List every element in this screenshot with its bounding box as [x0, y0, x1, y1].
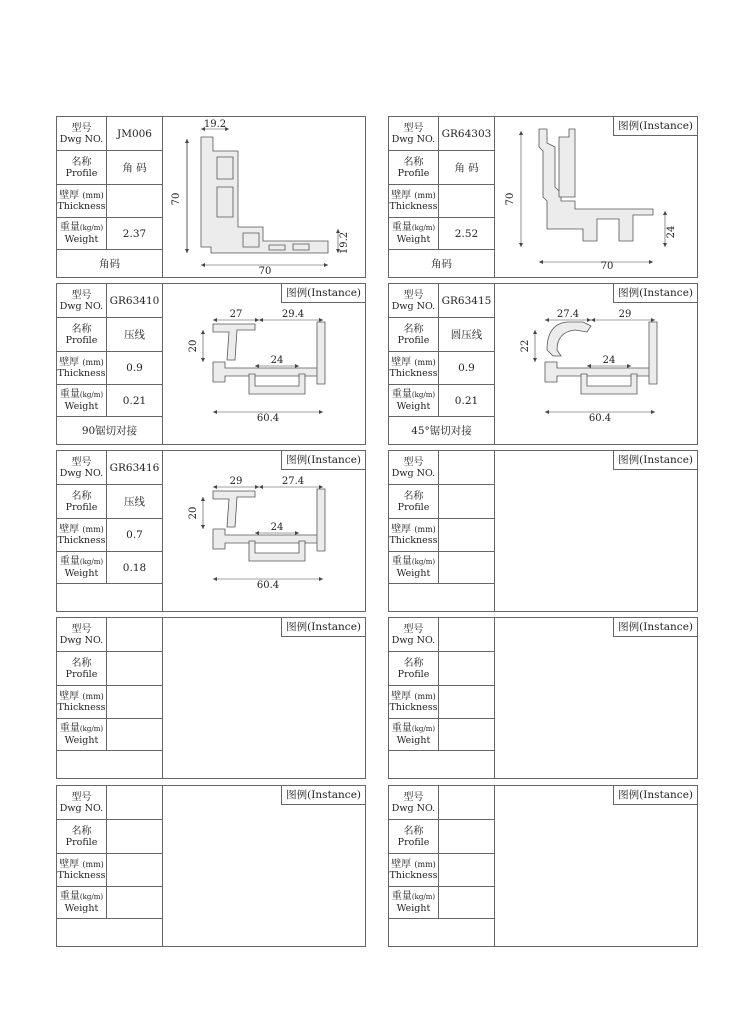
weight-label-en: Weight: [64, 735, 99, 746]
weight-row: [57, 719, 162, 751]
press-profile-rib: [317, 322, 325, 384]
thickness-value: 0.7: [126, 529, 143, 541]
profile-drawing: [163, 284, 365, 444]
model-label-cn: 型号: [403, 289, 424, 301]
weight-unit: (kg/m): [79, 558, 104, 566]
dim-top-2: 27.4: [281, 476, 305, 487]
model-row: [57, 117, 162, 151]
weight-value: [439, 719, 494, 750]
weight-value: 0.18: [122, 561, 147, 574]
profile-row: [57, 318, 162, 352]
profile-card-7: [56, 617, 366, 779]
dim-left: 20: [188, 506, 199, 520]
thickness-row: [57, 686, 162, 719]
thickness-label-cn: 壁厚: [391, 691, 412, 702]
thickness-value: [439, 854, 494, 886]
instance-drawing-area: [495, 451, 697, 611]
dwg-value: GR64303: [441, 127, 492, 140]
dim-top-2: 29: [618, 309, 632, 320]
press-profile-channel: [249, 541, 305, 561]
profile-row: [389, 652, 494, 686]
profile-label-en: Profile: [397, 501, 430, 513]
model-label-cn: 型号: [403, 623, 424, 635]
weight-value: 2.37: [122, 227, 147, 240]
weight-unit: (kg/m): [79, 725, 104, 733]
model-label-cn: 型号: [403, 791, 424, 803]
weight-label-en: Weight: [396, 401, 431, 412]
footer-note: 45°锯切对接: [411, 425, 472, 437]
thickness-label-cn: 壁厚: [391, 190, 412, 201]
profile-row: [57, 652, 162, 686]
model-row: [57, 451, 162, 485]
footer-note: [389, 584, 494, 611]
profile-label-cn: 名称: [71, 825, 92, 837]
model-label-en: Dwg NO.: [59, 802, 104, 814]
profile-label-en: Profile: [397, 167, 430, 179]
dwg-value: [107, 618, 162, 651]
model-label-en: Dwg NO.: [59, 634, 104, 646]
profile-value: [439, 485, 494, 518]
thickness-label-en: Thickness: [57, 535, 106, 546]
dim-top-2: 29.4: [281, 309, 305, 320]
profile-value: 角 码: [122, 162, 147, 174]
profile-row: [389, 318, 494, 352]
instance-label: 图例(Instance): [281, 451, 365, 470]
model-label-en: Dwg NO.: [391, 300, 436, 312]
profile-drawing: [495, 284, 697, 444]
thickness-row: [389, 352, 494, 385]
instance-label: 图例(Instance): [613, 117, 697, 136]
model-label-en: Dwg NO.: [59, 467, 104, 479]
profile-label-cn: 名称: [403, 156, 424, 168]
weight-value: 0.21: [454, 394, 479, 407]
dwg-value: GR63415: [441, 294, 492, 307]
model-label-cn: 型号: [403, 122, 424, 134]
profile-row: [57, 820, 162, 854]
model-label-cn: 型号: [71, 456, 92, 468]
profile-card-8: [388, 617, 698, 779]
dwg-value: [439, 786, 494, 819]
profile-value: 压线: [124, 329, 145, 341]
profile-label-cn: 名称: [403, 323, 424, 335]
dim-mid: 24: [270, 355, 284, 366]
thickness-unit: (mm): [414, 860, 436, 869]
model-row: [389, 786, 494, 820]
thickness-label-en: Thickness: [57, 870, 106, 881]
thickness-value: [439, 519, 494, 551]
weight-row: [57, 552, 162, 584]
weight-value: [107, 887, 162, 918]
thickness-unit: (mm): [82, 692, 104, 701]
dim-bottom: 60.4: [588, 413, 612, 424]
instance-label: 图例(Instance): [613, 786, 697, 805]
dim-mid: 24: [602, 355, 616, 366]
thickness-unit: (mm): [414, 692, 436, 701]
model-label-cn: 型号: [71, 791, 92, 803]
weight-row: [389, 719, 494, 751]
thickness-unit: (mm): [414, 525, 436, 534]
thickness-unit: (mm): [414, 358, 436, 367]
weight-label-en: Weight: [64, 401, 99, 412]
weight-row: [57, 887, 162, 919]
weight-unit: (kg/m): [79, 391, 104, 399]
thickness-label-cn: 壁厚: [59, 524, 80, 535]
weight-label-cn: 重量: [59, 891, 80, 902]
profile-value: [107, 820, 162, 853]
weight-label-en: Weight: [396, 903, 431, 914]
dim-top-1: 27: [229, 309, 243, 320]
footer-note: 90锯切对接: [81, 425, 138, 437]
footer-note: [389, 751, 494, 778]
profile-value: 圆压线: [450, 329, 483, 341]
instance-label: 图例(Instance): [613, 451, 697, 470]
profile-value: [439, 820, 494, 853]
dim-bottom: 60.4: [256, 580, 280, 591]
model-row: [57, 786, 162, 820]
dim-left: 22: [520, 339, 531, 353]
instance-drawing-area: [163, 284, 365, 444]
dim-mid: 24: [270, 522, 284, 533]
profile-label-cn: 名称: [71, 156, 92, 168]
spec-table: [389, 618, 495, 778]
footer-note: [389, 919, 494, 946]
footer-note: 角码: [431, 258, 452, 270]
model-row: [57, 618, 162, 652]
thickness-label-cn: 壁厚: [59, 357, 80, 368]
profile-row: [389, 151, 494, 185]
profile-value: 角 码: [454, 162, 479, 174]
weight-row: [57, 385, 162, 417]
profile-label-en: Profile: [397, 334, 430, 346]
thickness-label-en: Thickness: [389, 702, 438, 713]
weight-label-cn: 重量: [391, 556, 412, 567]
dim-top-1: 27.4: [556, 309, 580, 320]
model-row: [389, 117, 494, 151]
instance-label: 图例(Instance): [613, 618, 697, 637]
profile-value: 压线: [124, 496, 145, 508]
weight-row: [389, 218, 494, 250]
spec-table: [389, 451, 495, 611]
thickness-label-en: Thickness: [389, 870, 438, 881]
instance-drawing-area: [495, 786, 697, 946]
weight-label-cn: 重量: [59, 723, 80, 734]
model-label-cn: 型号: [403, 456, 424, 468]
weight-value: [439, 552, 494, 583]
press-profile-base: [213, 362, 323, 382]
weight-row: [389, 887, 494, 919]
dwg-value: [439, 618, 494, 651]
instance-drawing-area: [163, 786, 365, 946]
model-label-en: Dwg NO.: [391, 634, 436, 646]
thickness-row: [57, 185, 162, 218]
profile-card-6: [388, 450, 698, 612]
thickness-unit: (mm): [82, 525, 104, 534]
corner-profile-web: [559, 129, 575, 197]
model-label-cn: 型号: [71, 623, 92, 635]
profile-label-cn: 名称: [71, 490, 92, 502]
thickness-unit: (mm): [414, 191, 436, 200]
weight-label-cn: 重量: [391, 891, 412, 902]
dim-bottom: 70: [258, 266, 272, 277]
dim-left: 70: [171, 192, 182, 206]
profile-label-en: Profile: [65, 334, 98, 346]
thickness-value: 0.9: [458, 362, 475, 374]
weight-label-en: Weight: [64, 903, 99, 914]
model-row: [389, 618, 494, 652]
spec-table: [389, 284, 495, 444]
profile-row: [389, 485, 494, 519]
thickness-label-cn: 壁厚: [391, 859, 412, 870]
profile-label-cn: 名称: [71, 657, 92, 669]
dwg-value: [439, 451, 494, 484]
model-row: [389, 451, 494, 485]
spec-table: [389, 117, 495, 277]
thickness-row: [389, 519, 494, 552]
profile-label-cn: 名称: [403, 490, 424, 502]
model-label-cn: 型号: [71, 289, 92, 301]
press-profile-channel: [581, 374, 637, 394]
dwg-value: JM006: [116, 127, 152, 140]
model-label-en: Dwg NO.: [391, 133, 436, 145]
press-profile-base: [545, 362, 655, 382]
thickness-unit: (mm): [82, 358, 104, 367]
dwg-value: GR63416: [109, 461, 160, 474]
profile-value: [439, 652, 494, 685]
profile-card-10: [388, 785, 698, 947]
press-profile-rib: [649, 322, 657, 384]
profile-drawing: [163, 117, 365, 277]
thickness-row: [389, 185, 494, 218]
thickness-label-en: Thickness: [389, 535, 438, 546]
instance-label: 图例(Instance): [281, 786, 365, 805]
dim-top: 19.2: [203, 119, 227, 130]
footer-note: [57, 919, 162, 946]
profile-label-en: Profile: [397, 836, 430, 848]
thickness-value: [107, 686, 162, 718]
instance-drawing-area: [163, 451, 365, 611]
profile-label-en: Profile: [397, 668, 430, 680]
thickness-label-en: Thickness: [57, 201, 106, 212]
weight-unit: (kg/m): [79, 893, 104, 901]
weight-label-cn: 重量: [59, 222, 80, 233]
profile-label-en: Profile: [65, 836, 98, 848]
corner-profile: [539, 129, 653, 241]
footer-note: [57, 584, 162, 611]
model-label-en: Dwg NO.: [391, 467, 436, 479]
instance-drawing-area: [163, 618, 365, 778]
model-row: [389, 284, 494, 318]
thickness-value: [439, 185, 494, 217]
weight-label-en: Weight: [396, 568, 431, 579]
weight-label-cn: 重量: [391, 723, 412, 734]
weight-row: [389, 385, 494, 417]
profile-row: [57, 151, 162, 185]
weight-row: [389, 552, 494, 584]
profile-drawing: [495, 117, 697, 277]
thickness-value: [107, 854, 162, 886]
instance-label: 图例(Instance): [281, 618, 365, 637]
footer-note: [57, 751, 162, 778]
thickness-label-en: Thickness: [57, 368, 106, 379]
thickness-label-cn: 壁厚: [391, 524, 412, 535]
profile-card-5: [56, 450, 366, 612]
thickness-label-cn: 壁厚: [59, 190, 80, 201]
dim-right: 24: [666, 225, 677, 239]
dim-left: 20: [188, 339, 199, 353]
profile-label-en: Profile: [65, 167, 98, 179]
thickness-value: [439, 686, 494, 718]
weight-unit: (kg/m): [411, 725, 436, 733]
press-profile-lip: [213, 324, 255, 360]
dwg-value: GR63410: [109, 294, 160, 307]
thickness-row: [57, 352, 162, 385]
press-profile-channel: [249, 374, 305, 394]
instance-drawing-area: [495, 618, 697, 778]
model-label-cn: 型号: [71, 122, 92, 134]
profile-drawing: [163, 451, 365, 611]
profile-label-cn: 名称: [71, 323, 92, 335]
weight-value: 0.21: [122, 394, 147, 407]
profile-card-9: [56, 785, 366, 947]
thickness-row: [57, 854, 162, 887]
weight-value: 2.52: [454, 227, 479, 240]
thickness-label-en: Thickness: [57, 702, 106, 713]
weight-label-cn: 重量: [59, 389, 80, 400]
weight-label-en: Weight: [64, 234, 99, 245]
thickness-label-cn: 壁厚: [59, 691, 80, 702]
spec-table: [57, 618, 163, 778]
press-profile-rib: [317, 489, 325, 551]
spec-table: [57, 284, 163, 444]
profile-label-cn: 名称: [403, 825, 424, 837]
profile-row: [57, 485, 162, 519]
weight-row: [57, 218, 162, 250]
weight-label-cn: 重量: [391, 389, 412, 400]
instance-drawing-area: [495, 117, 697, 277]
thickness-label-cn: 壁厚: [391, 357, 412, 368]
dim-bottom: 60.4: [256, 413, 280, 424]
spec-table: [389, 786, 495, 946]
thickness-label-cn: 壁厚: [59, 859, 80, 870]
weight-value: [107, 719, 162, 750]
footer-note: 角码: [99, 258, 120, 270]
thickness-label-en: Thickness: [389, 368, 438, 379]
weight-label-en: Weight: [396, 234, 431, 245]
instance-drawing-area: [163, 117, 365, 277]
model-label-en: Dwg NO.: [391, 802, 436, 814]
weight-unit: (kg/m): [411, 224, 436, 232]
weight-unit: (kg/m): [411, 391, 436, 399]
thickness-row: [389, 686, 494, 719]
profile-row: [389, 820, 494, 854]
thickness-row: [389, 854, 494, 887]
profile-label-en: Profile: [65, 668, 98, 680]
model-label-en: Dwg NO.: [59, 300, 104, 312]
model-row: [57, 284, 162, 318]
profile-card-4: [388, 283, 698, 445]
instance-label: 图例(Instance): [613, 284, 697, 303]
instance-drawing-area: [495, 284, 697, 444]
spec-table: [57, 117, 163, 277]
thickness-unit: (mm): [82, 860, 104, 869]
profile-label-cn: 名称: [403, 657, 424, 669]
press-profile-lip: [213, 491, 255, 527]
dwg-value: [107, 786, 162, 819]
weight-label-cn: 重量: [59, 556, 80, 567]
profile-card-2: [388, 116, 698, 278]
weight-unit: (kg/m): [79, 224, 104, 232]
profile-value: [107, 652, 162, 685]
thickness-value: [107, 185, 162, 217]
spec-table: [57, 451, 163, 611]
dim-bottom: 70: [600, 261, 614, 272]
dim-left: 70: [505, 192, 516, 206]
model-label-en: Dwg NO.: [59, 133, 104, 145]
thickness-row: [57, 519, 162, 552]
weight-value: [439, 887, 494, 918]
profile-card-3: [56, 283, 366, 445]
dim-right: 19.2: [339, 231, 350, 255]
thickness-unit: (mm): [82, 191, 104, 200]
thickness-label-en: Thickness: [389, 201, 438, 212]
press-profile-base: [213, 529, 323, 549]
profile-card-1: [56, 116, 366, 278]
weight-label-cn: 重量: [391, 222, 412, 233]
profile-label-en: Profile: [65, 501, 98, 513]
weight-label-en: Weight: [64, 568, 99, 579]
weight-unit: (kg/m): [411, 558, 436, 566]
dim-top-1: 29: [229, 476, 243, 487]
weight-unit: (kg/m): [411, 893, 436, 901]
weight-label-en: Weight: [396, 735, 431, 746]
spec-table: [57, 786, 163, 946]
instance-label: 图例(Instance): [281, 284, 365, 303]
thickness-value: 0.9: [126, 362, 143, 374]
press-profile-round: [547, 322, 591, 356]
